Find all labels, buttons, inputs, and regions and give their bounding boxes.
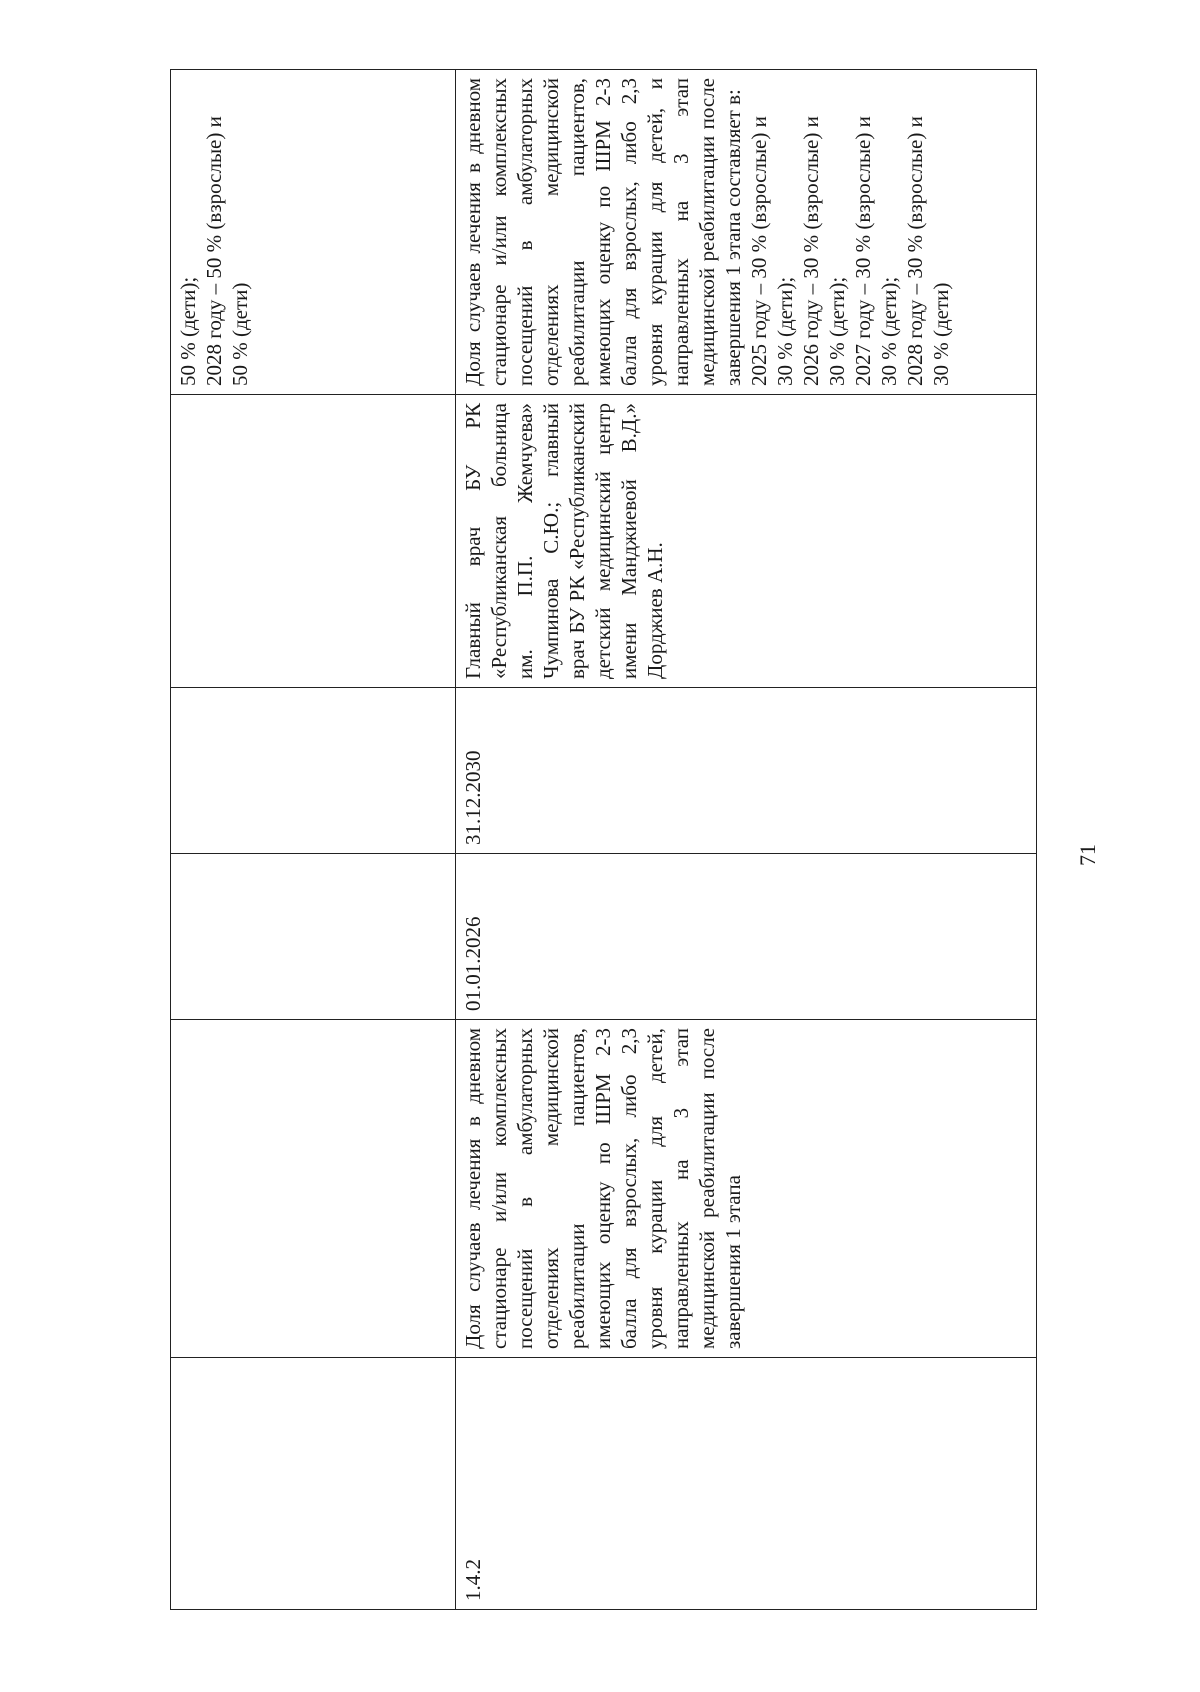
cell-empty <box>171 688 456 854</box>
target-value-line: 50 % (дети); <box>176 276 200 386</box>
cell-empty <box>171 1020 456 1358</box>
result-year-line: 2027 году – 30 % (взрослые) и <box>851 116 875 386</box>
result-year-line: 2025 году – 30 % (взрослые) и <box>747 116 771 386</box>
cell-target-values <box>171 70 456 395</box>
cell-end-date: 31.12.2030 <box>456 688 1037 854</box>
page-number: 71 <box>1075 844 1100 866</box>
result-year-line: 2028 году – 30 % (взрослые) и <box>903 116 927 386</box>
target-value-line: 2028 году – 50 % (взрослые) и <box>202 116 226 386</box>
cell-empty <box>171 395 456 688</box>
result-intro: Доля случаев лечения в дневном стационаре и/или комплексных посещений в амбулаторных отделениях медицинской реабилитации пациентов, имеющих оценку по ШРМ 2-3 балла для взрослых, либо 2,3 уровня курации для детей, и направленных на 3 этап медицинской реабилитации после завершения 1 этапа составляет в: <box>461 78 745 386</box>
table-row <box>456 70 1037 1610</box>
cell-empty <box>171 1358 456 1610</box>
result-year-line: 30 % (дети); <box>825 276 849 386</box>
result-year-line: 30 % (дети); <box>773 276 797 386</box>
rotated-table-container <box>170 70 1026 1610</box>
result-year-line: 30 % (дети); <box>877 276 901 386</box>
table-row <box>171 70 456 1610</box>
cell-indicator: Доля случаев лечения в дневном стационаре и/или комплексных посещений в амбулаторных отделениях медицинской реабилитации пациентов, имеющих оценку по ШРМ 2-3 балла для взрослых, либо 2,3 уровня курации для детей, направленных на 3 этап медицинской реабилитации после завершения 1 этапа <box>456 1020 1037 1358</box>
cell-empty <box>171 854 456 1020</box>
cell-result <box>456 70 1037 395</box>
cell-start-date: 01.01.2026 <box>456 854 1037 1020</box>
result-year-line: 2026 году – 30 % (взрослые) и <box>799 116 823 386</box>
target-value-line: 50 % (дети) <box>228 282 252 386</box>
measures-table <box>170 69 1037 1610</box>
cell-item-number: 1.4.2 <box>456 1358 1037 1610</box>
cell-responsible: Главный врач БУ РК «Республиканская больница им. П.П. Жемчуева» Чумпинова С.Ю.; главный врач БУ РК «Республиканский детский медицинский центр имени Манджиевой В.Д.» Дорджиев А.Н. <box>456 395 1037 688</box>
result-year-line: 30 % (дети) <box>929 282 953 386</box>
